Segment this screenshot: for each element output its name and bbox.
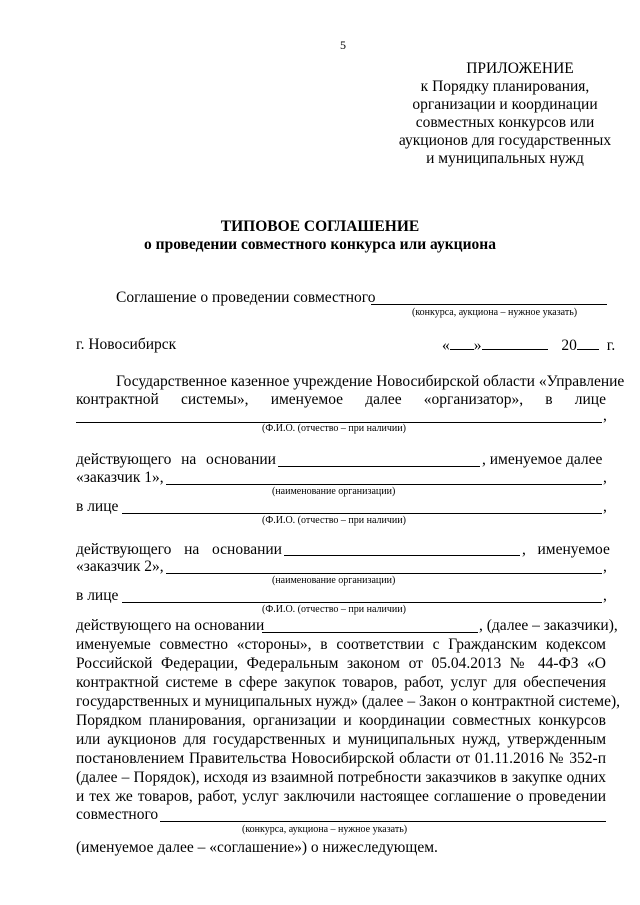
- word: на: [184, 541, 200, 558]
- customer1-label: «заказчик 1»,: [76, 469, 164, 486]
- body-line: и тех же товаров, работ, услуг заключили настоящее соглашение о проведении: [76, 788, 606, 805]
- appendix-line: организации и координации: [412, 96, 598, 113]
- body-line: Порядком планирования, организации и координации совместных конкурсов: [76, 712, 606, 729]
- word: на: [181, 451, 197, 468]
- word: лице: [574, 391, 606, 408]
- body-line: именуемые совместно «стороны», в соответствии с Гражданским кодексом: [76, 636, 606, 653]
- customer1-basis-label: [76, 450, 276, 470]
- date-close-quote: »: [473, 337, 482, 354]
- date-year-field[interactable]: [577, 335, 599, 350]
- customer1-named: , именуемое далее: [482, 451, 603, 468]
- contest-type-hint: (конкурса, аукциона – нужное указать): [412, 307, 578, 318]
- contest-type-field[interactable]: [371, 304, 607, 305]
- date-open-quote: «: [442, 337, 450, 354]
- body-line: (далее – Порядок), исходя из взаимной потребности заказчиков в закупке одних: [76, 769, 606, 786]
- date-block: [442, 335, 615, 356]
- date-year-prefix: 20: [561, 337, 577, 354]
- city: г. Новосибирск: [76, 336, 177, 353]
- body-line: постановлением Правительства Новосибирской области от 01.11.2016 № 352-п: [76, 750, 606, 767]
- word: далее: [365, 391, 402, 408]
- date-year-suffix: г.: [606, 337, 616, 354]
- closing-line: (именуемое далее – «соглашение») о нижеследующем.: [76, 839, 438, 856]
- body-line: государственных и муниципальных нужд» (далее – Закон о контрактной системе),: [76, 693, 620, 710]
- word: в: [545, 391, 553, 408]
- date-month-field[interactable]: [482, 335, 548, 350]
- body-line: или аукционов для государственных и муниципальных нужд, утвержденным: [76, 731, 606, 748]
- final-basis-field[interactable]: [262, 632, 478, 633]
- word: действующего: [76, 451, 172, 468]
- organizer-line-1: Государственное казенное учреждение Новосибирской области «Управление: [116, 373, 625, 390]
- word: основании: [206, 451, 276, 468]
- fio-hint: (Ф.И.О. (отчество – при наличии): [262, 604, 406, 615]
- appendix-block: [390, 60, 620, 168]
- final-after: , (далее – заказчики),: [479, 617, 618, 634]
- appendix-title: ПРИЛОЖЕНИЕ: [466, 60, 574, 77]
- word: действующего: [76, 541, 172, 558]
- word: именуемое: [270, 391, 344, 408]
- comma: ,: [603, 407, 607, 424]
- body-line: контрактной системе в сфере закупок товаров, работ, услуг для обеспечения: [76, 674, 606, 691]
- customer1-basis-field[interactable]: [278, 466, 480, 467]
- org-hint: (наименование организации): [272, 486, 396, 497]
- organizer-line-2: [76, 390, 606, 410]
- page-number: 5: [340, 38, 346, 52]
- fio-hint: (Ф.И.О. (отчество – при наличии): [262, 423, 406, 434]
- customer2-basis-field[interactable]: [284, 555, 520, 556]
- document-title: ТИПОВОЕ СОГЛАШЕНИЕ: [220, 218, 420, 235]
- joint-contest-field[interactable]: [160, 821, 606, 822]
- appendix-line: и муниципальных нужд: [426, 150, 584, 167]
- customer1-fio-field[interactable]: [122, 513, 602, 514]
- fio-hint: (Ф.И.О. (отчество – при наличии): [262, 515, 406, 526]
- customer2-org-field[interactable]: [166, 573, 602, 574]
- body-line: Российской Федерации, Федеральным законом от 05.04.2013 № 44-ФЗ «О: [76, 655, 606, 672]
- customer2-fio-field[interactable]: [122, 602, 602, 603]
- appendix-line: совместных конкурсов или: [415, 114, 595, 131]
- word: контрактной: [76, 391, 159, 408]
- appendix-line: к Порядку планирования,: [420, 78, 590, 95]
- agreement-intro: Соглашение о проведении совместного: [116, 289, 376, 306]
- customer2-named: , именуемое: [522, 541, 610, 558]
- contest-type-hint: (конкурса, аукциона – нужное указать): [242, 824, 408, 835]
- comma: ,: [603, 469, 607, 486]
- date-day-field[interactable]: [450, 335, 474, 350]
- comma: ,: [603, 558, 607, 575]
- customer2-label: «заказчик 2»,: [76, 558, 164, 575]
- customer1-in-person: в лице: [76, 498, 119, 515]
- word: «организатор»,: [423, 391, 524, 408]
- final-basis-label: действующего на основании: [76, 617, 265, 634]
- comma: ,: [603, 587, 607, 604]
- appendix-line: аукционов для государственных: [398, 132, 612, 149]
- customer2-in-person: в лице: [76, 587, 119, 604]
- customer1-org-field[interactable]: [166, 484, 602, 485]
- word: системы»,: [180, 391, 249, 408]
- document-subtitle: о проведении совместного конкурса или аукциона: [144, 236, 496, 253]
- org-hint: (наименование организации): [272, 575, 396, 586]
- joint-word: совместного: [76, 806, 159, 823]
- comma: ,: [603, 498, 607, 515]
- word: основании: [212, 541, 282, 558]
